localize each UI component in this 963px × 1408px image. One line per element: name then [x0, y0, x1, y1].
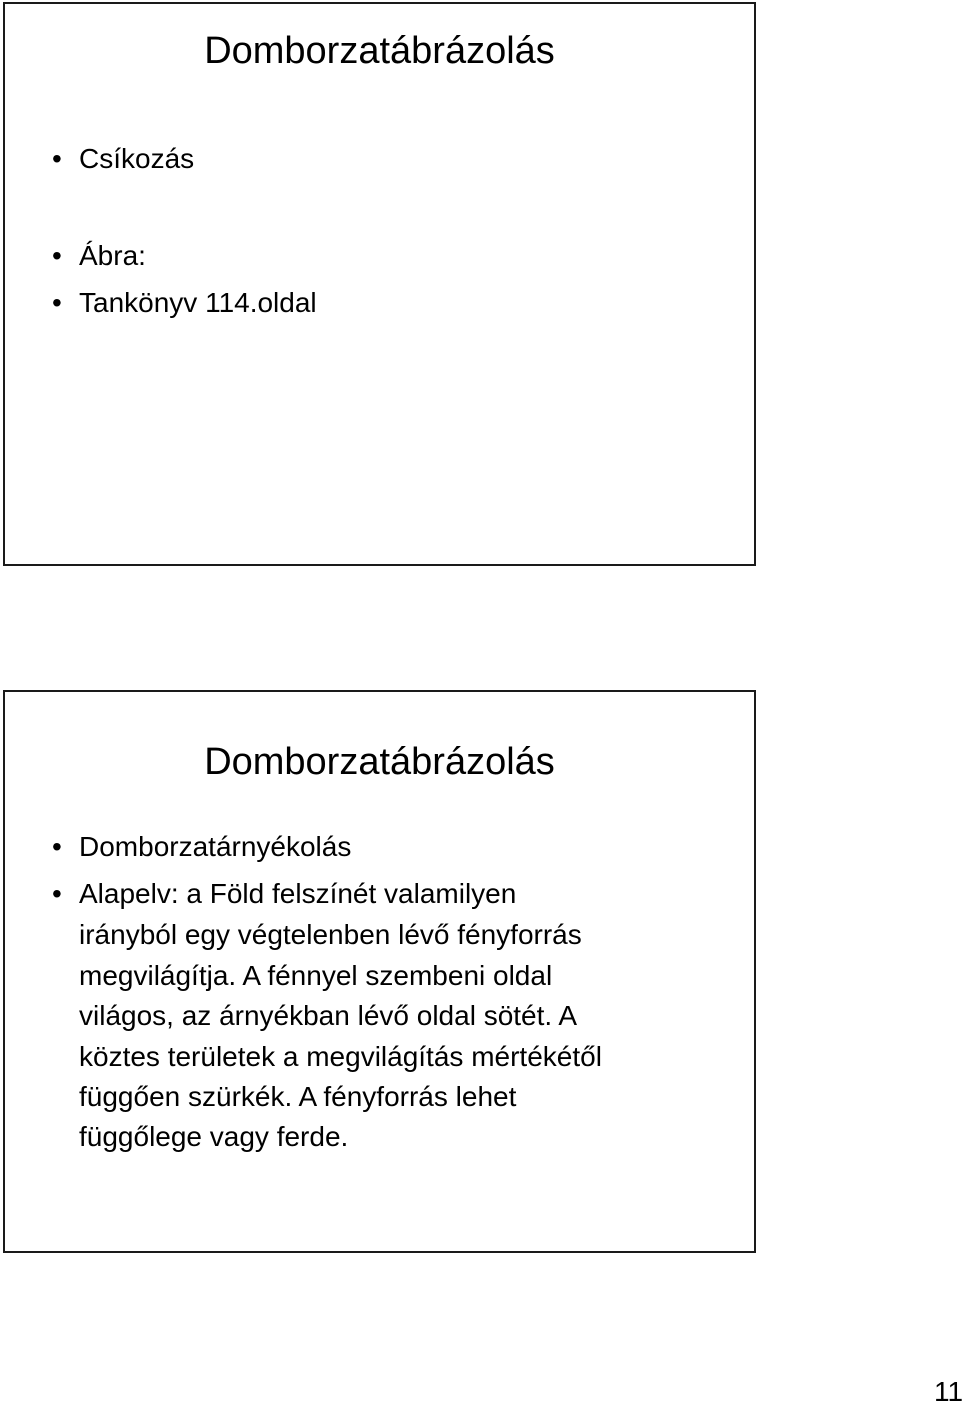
slide-title: Domborzatábrázolás	[204, 30, 555, 72]
bullet-icon: •	[52, 240, 62, 271]
bullet-icon: •	[52, 143, 62, 174]
paragraph-line: megvilágítja. A fénnyel szembeni oldal	[79, 960, 553, 991]
slide-2: Domborzatábrázolás • Domborzatárnyékolás • Alapelv: a Föld felszínét valamilyen irányból egy végtelenben lévő fényforrás megvilágítja. A fénnyel szembeni oldal világos, az árnyékban lévő oldal sötét. A köztes területek a megvilágítás mértékétől függően szürkék. A fényforrás lehet függőlege vagy ferde.	[3, 690, 756, 1253]
paragraph-line: irányból egy végtelenben lévő fényforrás	[79, 919, 582, 950]
paragraph-line: függőlege vagy ferde.	[79, 1121, 349, 1152]
paragraph-line: világos, az árnyékban lévő oldal sötét. A	[79, 1000, 578, 1031]
slide-title: Domborzatábrázolás	[204, 741, 555, 783]
bullet-icon: •	[52, 878, 62, 909]
paragraph-line: függően szürkék. A fényforrás lehet	[79, 1081, 517, 1112]
paragraph-line: köztes területek a megvilágítás mértékétől	[79, 1041, 602, 1072]
bullet-icon: •	[52, 287, 62, 318]
bullet-icon: •	[52, 831, 62, 862]
page-number: 11	[934, 1376, 963, 1407]
slide-1: Domborzatábrázolás • Csíkozás • Ábra: • Tankönyv 114.oldal	[3, 2, 756, 566]
